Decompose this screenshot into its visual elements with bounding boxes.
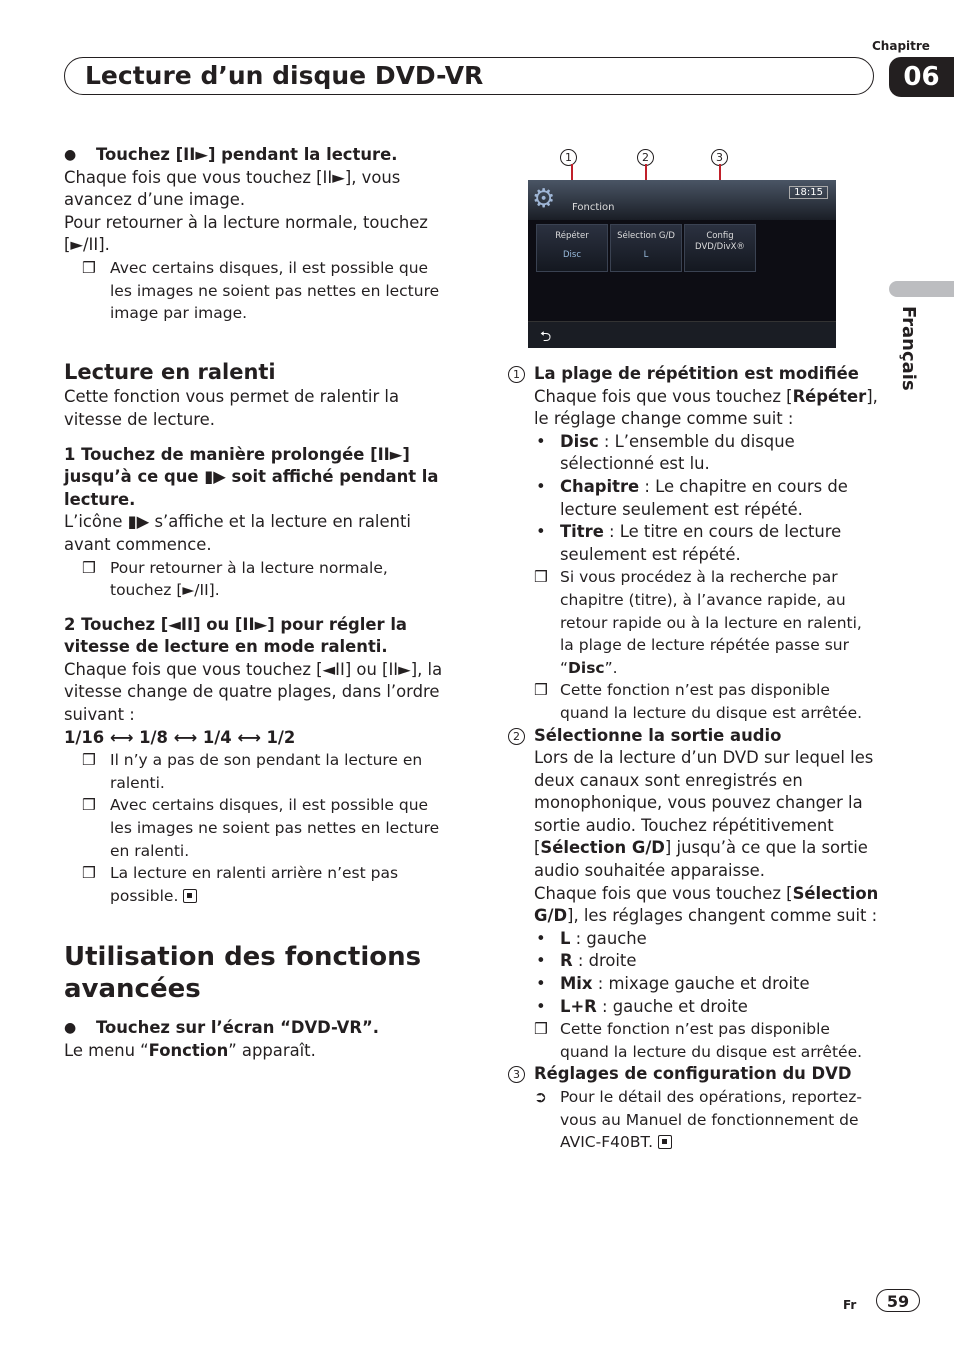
- advanced-heading: Utilisation des fonctions avancées: [64, 942, 422, 1005]
- note-mark: ❒: [82, 751, 96, 770]
- touch-step: ● Touchez [II►] pendant la lecture.: [64, 144, 454, 167]
- list-value: : Le chapitre en cours de lecture seulement est répété.: [560, 476, 848, 519]
- right-column: [508, 363, 880, 1154]
- slow-note-2: [64, 794, 454, 862]
- adv-text-bold: Fonction: [148, 1041, 229, 1060]
- item-1-title: [508, 363, 880, 386]
- note-mark: ❒: [82, 558, 96, 577]
- dvd-config-button[interactable]: [684, 224, 756, 272]
- item-3-title-text: Réglages de configuration du DVD: [534, 1064, 852, 1084]
- list-key: Titre: [560, 522, 604, 542]
- footer-language: Fr: [843, 1298, 857, 1312]
- item-1-number: 1: [508, 366, 525, 383]
- callout-1-number: 1: [560, 149, 577, 166]
- item-1-list-chapter: [534, 476, 880, 521]
- callout-2: [637, 146, 654, 166]
- step-1-paragraph: L’icône ▮▶ s’affiche et la lecture en ralenti avant commence.: [64, 512, 411, 554]
- note-mark: ❒: [534, 681, 548, 700]
- list-value: : droite: [572, 951, 637, 971]
- list-key: L+R: [560, 996, 597, 1016]
- item-1-p-post: ], le réglage change comme suit :: [534, 386, 878, 429]
- item-1-list-title: [534, 521, 880, 566]
- slow-note-1-text: Il n’y a pas de son pendant la lecture en ralenti.: [110, 751, 423, 792]
- page-number: 59: [876, 1289, 920, 1312]
- list-key: Disc: [560, 431, 599, 451]
- item-2-paragraph-2: [508, 883, 880, 928]
- device-screen: [528, 180, 836, 348]
- screen-title: Fonction: [572, 202, 615, 213]
- slow-heading: Lecture en ralenti: [64, 359, 276, 384]
- item-2-note: [508, 1018, 880, 1063]
- speed-sequence: 1/16 ⟷ 1/8 ⟷ 1/4 ⟷ 1/2: [64, 727, 296, 747]
- item-2-title: [508, 725, 880, 748]
- note-mark: ❒: [534, 568, 548, 587]
- back-icon[interactable]: ⮌: [540, 329, 552, 345]
- screen-footer: [528, 321, 836, 348]
- audio-select-label: Sélection G/D: [617, 231, 675, 241]
- step-1-note: [64, 557, 454, 602]
- item-2-paragraph-1: [508, 747, 880, 883]
- item-2-list-r: [534, 950, 880, 973]
- item-3-title: [508, 1063, 880, 1086]
- repeat-label: Répéter: [555, 231, 589, 241]
- slow-note-3-text: La lecture en ralenti arrière n’est pas possible.: [110, 864, 399, 905]
- left-column: [64, 144, 454, 1063]
- callout-1: [560, 146, 577, 166]
- step-1-note-text: Pour retourner à la lecture normale, touchez [►/II].: [110, 558, 388, 600]
- adv-text-post: ” apparaît.: [228, 1041, 316, 1060]
- end-mark-icon: [658, 1135, 672, 1149]
- item-2-p1-post: ] jusqu’à ce que la sortie audio souhaitée apparaisse.: [534, 838, 868, 881]
- adv-text-pre: Le menu “: [64, 1041, 149, 1060]
- item-1-p-pre: Chaque fois que vous touchez [: [534, 386, 793, 406]
- item-2-p2-post: ], les réglages changent comme suit :: [567, 906, 878, 926]
- item-3-note-text: Pour le détail des opérations, reportez-vous au Manuel de fonctionnement de AVIC-F40BT.: [560, 1088, 862, 1152]
- step-1: 1 Touchez de manière prolongée [II►] jusqu’à ce que ▮▶ soit affiché pendant la lecture.: [64, 444, 439, 509]
- step-2-paragraph: Chaque fois que vous touchez [◄II] ou [II►], la vitesse change de quatre plages, dans l’ordre suivant :: [64, 659, 443, 725]
- item-1-note-1-bold: Disc: [568, 658, 605, 677]
- advanced-step: ● Touchez sur l’écran “DVD-VR”.: [64, 1017, 454, 1040]
- list-value: : gauche et droite: [596, 996, 748, 1016]
- callout-3-number: 3: [711, 149, 728, 166]
- item-2-p1-pre: Lors de la lecture d’un DVD sur lequel les deux canaux sont enregistrés en monophonique, vous pouvez changer la sortie audio. Touchez répétitivement [: [534, 748, 874, 858]
- note-mark: ❒: [82, 796, 96, 815]
- item-2-title-text: Sélectionne la sortie audio: [534, 725, 782, 745]
- item-3-note: [508, 1086, 880, 1154]
- item-2-p1-bold: Sélection G/D: [540, 838, 665, 858]
- list-value: : mixage gauche et droite: [592, 974, 810, 994]
- item-1-note-2: [508, 679, 880, 724]
- slow-intro: Cette fonction vous permet de ralentir la vitesse de lecture.: [64, 387, 400, 429]
- item-2-list-lr: [534, 996, 880, 1019]
- item-2-note-text: Cette fonction n’est pas disponible quand la lecture du disque est arrêtée.: [560, 1020, 863, 1061]
- arrow-icon: ➲: [534, 1088, 547, 1106]
- touch-note-text: Avec certains disques, il est possible que les images ne soient pas nettes en lecture image par image.: [110, 258, 440, 323]
- item-1-note-2-text: Cette fonction n’est pas disponible quand la lecture du disque est arrêtée.: [560, 681, 863, 722]
- list-key: L: [560, 928, 571, 948]
- step-2: 2 Touchez [◄II] ou [II►] pour régler la vitesse de lecture en mode ralenti.: [64, 614, 407, 657]
- item-2-p2-pre: Chaque fois que vous touchez [: [534, 883, 793, 903]
- item-2-p2-bold: Sélection G/D: [534, 883, 879, 926]
- advanced-paragraph: [64, 1040, 454, 1063]
- note-mark: ❒: [82, 258, 96, 277]
- audio-select-value: L: [643, 250, 649, 260]
- chapter-label: Chapitre: [872, 39, 930, 53]
- page-title: Lecture d’un disque DVD-VR: [85, 61, 484, 90]
- slow-note-1: [64, 749, 454, 794]
- item-2-number: 2: [508, 728, 525, 745]
- callout-3: [711, 146, 728, 166]
- item-1-note-1-post: ”.: [604, 658, 618, 677]
- list-value: : L’ensemble du disque sélectionné est lu.: [560, 431, 795, 474]
- item-1-paragraph: [508, 386, 880, 431]
- slow-note-2-text: Avec certains disques, il est possible que les images ne soient pas nettes en lecture en ralenti.: [110, 796, 440, 860]
- language-tab: [889, 281, 954, 297]
- repeat-value: Disc: [562, 250, 581, 260]
- touch-note: [64, 257, 454, 325]
- language-label: Français: [898, 306, 919, 391]
- item-1-p-bold: Répéter: [792, 386, 867, 406]
- screen-clock: 18:15: [789, 186, 828, 199]
- item-3-number: 3: [508, 1066, 525, 1083]
- item-1-title-text: La plage de répétition est modifiée: [534, 364, 859, 383]
- note-mark: ❒: [534, 1020, 548, 1039]
- repeat-button[interactable]: [536, 224, 608, 272]
- header-bar: [64, 57, 874, 95]
- list-value: : Le titre en cours de lecture seulement est répété.: [560, 522, 842, 564]
- list-key: Mix: [560, 974, 593, 994]
- item-1-list-disc: [534, 431, 880, 476]
- touch-paragraph-1: Chaque fois que vous touchez [II►], vous avancez d’une image.: [64, 167, 401, 210]
- chapter-number: 06: [889, 57, 954, 97]
- audio-select-button[interactable]: [610, 224, 682, 272]
- slow-note-3: [64, 862, 454, 907]
- dvd-config-label: Config DVD/DivX®: [695, 231, 745, 252]
- list-key: R: [560, 951, 573, 971]
- item-1-note-1: [508, 566, 880, 679]
- callout-2-number: 2: [637, 149, 654, 166]
- list-value: : gauche: [570, 928, 647, 948]
- gear-icon: ⚙: [532, 184, 556, 214]
- note-mark: ❒: [82, 864, 96, 883]
- item-1-note-1-pre: Si vous procédez à la recherche par chapitre (titre), à l’avance rapide, au retour rapide ou à la lecture en ralenti, la plage de lecture répétée passe sur “: [560, 568, 862, 677]
- list-key: Chapitre: [560, 476, 640, 496]
- item-2-list-l: [534, 928, 880, 951]
- touch-paragraph-2: Pour retourner à la lecture normale, touchez [►/II].: [64, 212, 428, 255]
- item-2-list-mix: [534, 973, 880, 996]
- end-mark-icon: [183, 889, 197, 903]
